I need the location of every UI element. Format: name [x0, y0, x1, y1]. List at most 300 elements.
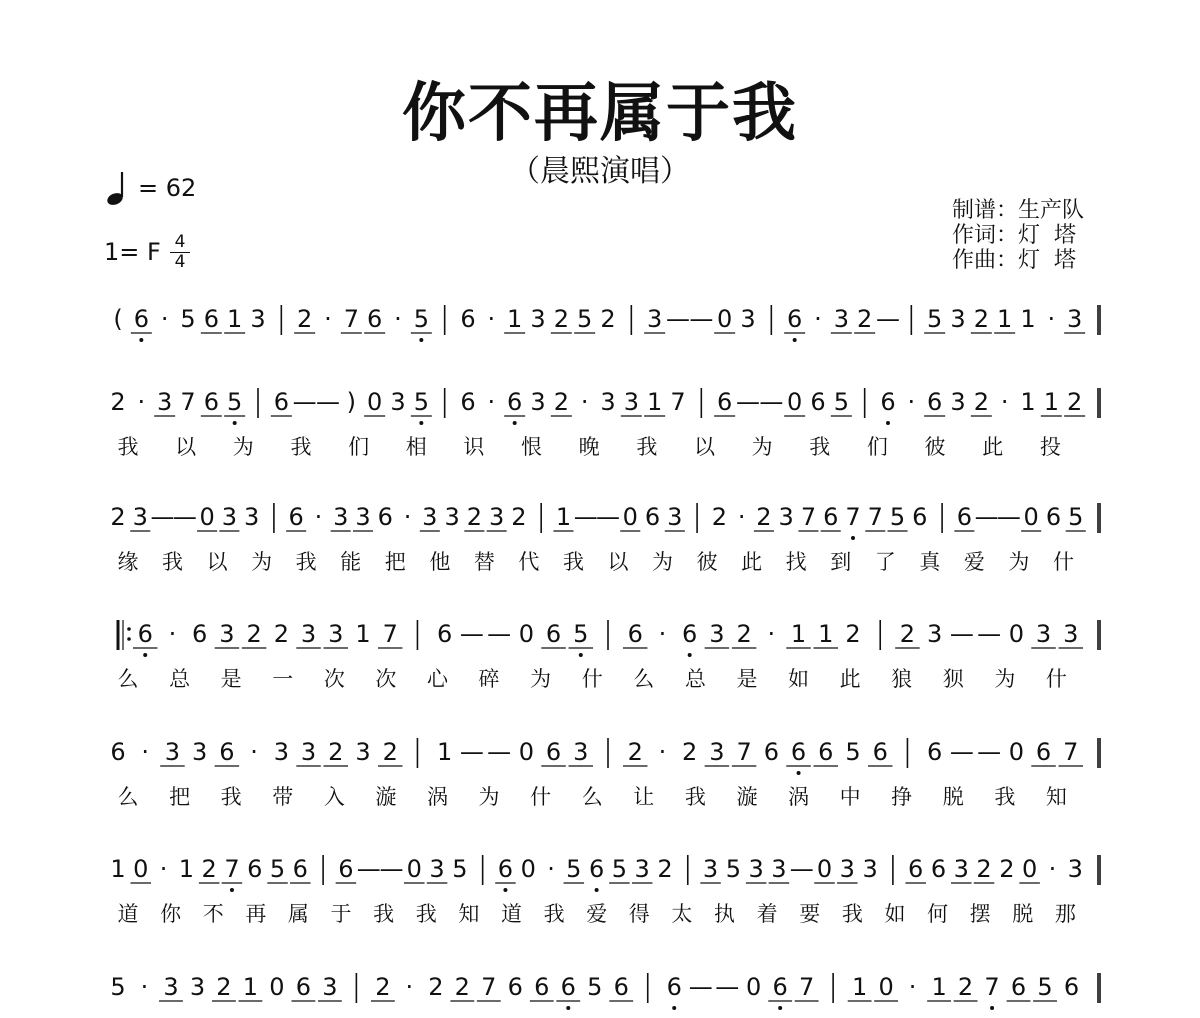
note-digit: 0: [787, 388, 803, 416]
lyric-char: 那: [1054, 902, 1076, 926]
note-digit: 1: [227, 305, 243, 333]
duration-dash: —: [977, 620, 1002, 648]
note-digit: 3: [157, 388, 173, 416]
lyric-char: 得: [628, 902, 650, 926]
duration-dash: —: [487, 738, 512, 766]
note-digit: 3: [623, 388, 639, 416]
augmentation-dot: ·: [814, 305, 822, 333]
lyric-char: 我: [809, 435, 831, 459]
note-digit: 3: [192, 738, 208, 766]
note-digit: 3: [488, 503, 505, 531]
augmentation-dot: ·: [487, 388, 496, 416]
note-digit: 2: [999, 855, 1015, 883]
augmentation-dot: ·: [168, 620, 177, 648]
note-digit: 3: [833, 305, 849, 333]
augmentation-dot: ·: [137, 388, 146, 416]
note-digit: 2: [328, 738, 344, 766]
lyric-char: 什: [1052, 550, 1074, 574]
duration-dash: —: [573, 503, 598, 531]
note-digit: 0: [746, 973, 762, 1001]
note-digit: 3: [333, 503, 349, 531]
lyric-char: 如: [788, 667, 810, 691]
note-digit: 2: [110, 388, 126, 416]
note-digit: 7: [343, 305, 359, 333]
lyric-char: 再: [245, 902, 267, 926]
note-digit: 6: [367, 305, 383, 333]
lyric-char: 相: [405, 435, 427, 459]
lyric-char: 缘: [117, 550, 139, 574]
lyric-char: 以: [607, 550, 629, 574]
lyric-char: 我: [994, 785, 1016, 809]
note-digit: 5: [1037, 973, 1053, 1001]
note-digit: 2: [682, 738, 698, 766]
lyric-char: 心: [426, 667, 448, 691]
augmentation-dot: ·: [737, 503, 746, 531]
lyric-char: 脱: [1012, 902, 1034, 926]
note-digit: 7: [736, 738, 752, 766]
lyric-char: 是: [736, 667, 758, 691]
duration-dash: —: [292, 388, 317, 416]
note-digit: 7: [1063, 738, 1079, 766]
note-digit: 6: [930, 855, 947, 883]
lyric-char: 我: [841, 902, 863, 926]
note-digit: 5: [927, 305, 943, 333]
note-digit: 3: [862, 855, 878, 883]
note-digit: 3: [444, 503, 460, 531]
lyric-char: 爱: [963, 550, 985, 574]
duration-dash: —: [977, 738, 1002, 766]
note-digit: 3: [778, 503, 794, 531]
note-digit: 1: [1020, 305, 1036, 333]
performer-subtitle: （晨熙演唱）: [510, 154, 690, 189]
lyric-char: 狼: [891, 667, 913, 691]
note-digit: 2: [428, 973, 444, 1001]
note-digit: 3: [219, 620, 235, 648]
note-digit: 3: [355, 503, 371, 531]
low-octave-dot: [595, 888, 599, 892]
lyric-char: 替: [473, 550, 495, 574]
note-digit: 2: [466, 503, 483, 531]
lyric-char: 什: [581, 667, 603, 691]
note-digit: 3: [702, 855, 719, 883]
note-digit: 5: [833, 388, 849, 416]
lyric-char: 以: [206, 550, 228, 574]
duration-dash: —: [876, 305, 900, 333]
note-digit: 6: [133, 305, 149, 333]
note-digit: 1: [931, 973, 947, 1001]
lyric-char: 涡: [788, 785, 810, 809]
duration-dash: —: [715, 973, 740, 1001]
note-digit: 1: [555, 503, 572, 531]
lyric-char: 了: [874, 550, 896, 574]
lyric-char: 漩: [736, 785, 758, 809]
lyric-char: 识: [463, 435, 485, 459]
note-digit: 0: [518, 738, 534, 766]
lyric-char: 总: [169, 667, 191, 691]
note-digit: 2: [553, 305, 569, 333]
note-digit: 6: [613, 973, 629, 1001]
note-digit: 6: [545, 738, 562, 766]
note-digit: 5: [413, 388, 429, 416]
credit-label: 作词：: [952, 223, 1019, 248]
lyric-char: 带: [272, 785, 294, 809]
note-digit: 5: [611, 855, 628, 883]
low-octave-dot: [793, 338, 797, 342]
lyric-char: 把: [384, 550, 406, 574]
lyric-char: 我: [684, 785, 706, 809]
note-digit: 3: [300, 620, 317, 648]
augmentation-dot: ·: [580, 388, 589, 416]
note-digit: 0: [269, 973, 285, 1001]
note-digit: 1: [178, 855, 195, 883]
lyric-char: 为: [530, 667, 552, 691]
lyric-char: 道: [117, 902, 139, 926]
lyric-char: 什: [1045, 667, 1067, 691]
augmentation-dot: ·: [547, 855, 555, 883]
note-digit: 3: [667, 503, 683, 531]
note-digit: 3: [1067, 855, 1083, 883]
note-digit: 3: [328, 620, 344, 648]
lyric-char: 我: [636, 435, 658, 459]
note-digit: 6: [507, 973, 523, 1001]
augmentation-dot: ·: [1048, 855, 1057, 883]
low-octave-dot: [143, 653, 147, 657]
note-digit: 2: [454, 973, 470, 1001]
note-digit: 6: [682, 620, 698, 648]
note-digit: 3: [1063, 620, 1079, 648]
lyric-char: 以: [693, 435, 715, 459]
augmentation-dot: ·: [394, 305, 402, 333]
lyric-char: 我: [415, 902, 437, 926]
lyric-char: 中: [839, 785, 861, 809]
lyric-char: 么: [117, 667, 139, 691]
note-digit: 6: [338, 855, 354, 883]
note-digit: 2: [216, 973, 232, 1001]
credit-value: 灯 塔: [1018, 248, 1077, 273]
note-digit: 7: [481, 973, 497, 1001]
duration-dash: —: [459, 620, 484, 648]
low-octave-dot: [851, 536, 855, 540]
note-digit: 1: [1043, 388, 1059, 416]
augmentation-dot: ·: [405, 973, 414, 1001]
note-digit: 6: [295, 973, 312, 1001]
note-digit: 6: [273, 388, 289, 416]
lyric-char: 为: [232, 435, 254, 459]
note-digit: 7: [224, 855, 240, 883]
note-digit: 3: [927, 620, 943, 648]
lyric-char: 为: [994, 667, 1016, 691]
note-digit: 6: [137, 620, 153, 648]
duration-dash: —: [789, 855, 814, 883]
lyric-char: 为: [1008, 550, 1030, 574]
duration-dash: —: [487, 620, 512, 648]
note-digit: 2: [382, 738, 398, 766]
lyric-char: 彼: [924, 435, 946, 459]
note-digit: 6: [872, 738, 888, 766]
lyric-char: 我: [295, 550, 317, 574]
note-digit: 6: [588, 855, 605, 883]
note-digit: 3: [164, 738, 181, 766]
augmentation-dot: ·: [324, 305, 332, 333]
augmentation-dot: ·: [658, 738, 667, 766]
note-digit: 3: [530, 388, 546, 416]
note-digit: 1: [507, 305, 523, 333]
lyric-char: 么: [633, 667, 655, 691]
lyric-char: 我: [220, 785, 242, 809]
note-digit: 2: [273, 620, 289, 648]
note-digit: 0: [816, 855, 833, 883]
time-signature-bottom: 4: [174, 252, 186, 272]
note-digit: 0: [622, 503, 638, 531]
note-digit: 3: [647, 305, 663, 333]
credit-label: 作曲：: [952, 248, 1019, 273]
note-digit: 6: [460, 388, 476, 416]
note-digit: 3: [771, 855, 787, 883]
augmentation-dot: ·: [907, 388, 916, 416]
lyric-char: 们: [348, 435, 370, 459]
note-digit: 3: [634, 855, 650, 883]
lyric-char: 如: [884, 902, 906, 926]
note-digit: 0: [367, 388, 383, 416]
note-digit: 3: [250, 305, 266, 333]
note-digit: 6: [823, 503, 839, 531]
duration-dash: —: [356, 855, 381, 883]
note-digit: 6: [507, 388, 523, 416]
note-digit: 1: [1020, 388, 1036, 416]
credit-value: 生产队: [1018, 198, 1085, 223]
lyric-char: 摆: [969, 902, 991, 926]
lyric-char: 此: [741, 550, 763, 574]
augmentation-dot: ·: [1000, 388, 1009, 416]
note-digit: 5: [1068, 503, 1084, 531]
note-digit: 1: [818, 620, 834, 648]
note-digit: 3: [530, 305, 546, 333]
lyric-char: 为: [751, 435, 773, 459]
lyric-char: 为: [478, 785, 500, 809]
note-digit: 3: [355, 738, 371, 766]
lyric-char: 投: [1039, 435, 1061, 459]
note-digit: 2: [553, 388, 569, 416]
key-signature: 1= F: [104, 238, 161, 266]
lyric-char: 彼: [696, 550, 718, 574]
note-digit: 5: [577, 305, 593, 333]
note-digit: 6: [203, 305, 219, 333]
credit-label: 制谱：: [952, 198, 1019, 223]
lyric-char: 太: [671, 902, 693, 926]
duration-dash: —: [459, 738, 484, 766]
duration-dash: —: [949, 738, 974, 766]
note-digit: 6: [810, 388, 826, 416]
note-digit: 1: [110, 855, 126, 883]
note-digit: 2: [297, 305, 313, 333]
augmentation-dot: ·: [658, 620, 667, 648]
lyric-char: 们: [866, 435, 888, 459]
duration-dash: —: [949, 620, 974, 648]
note-digit: 3: [1035, 620, 1052, 648]
note-digit: 3: [243, 503, 260, 531]
augmentation-dot: ·: [1047, 305, 1056, 333]
note-digit: 5: [889, 503, 906, 531]
lyric-char: 恨: [521, 435, 543, 459]
lyric-char: 我: [290, 435, 312, 459]
note-digit: 6: [818, 738, 834, 766]
note-digit: 2: [201, 855, 217, 883]
note-digit: 2: [736, 620, 752, 648]
note-digit: 2: [600, 305, 616, 333]
duration-dash: —: [689, 305, 714, 333]
note-digit: 0: [1021, 855, 1038, 883]
lyric-char: 以: [175, 435, 197, 459]
notation-symbol: ): [346, 388, 357, 416]
augmentation-dot: ·: [767, 620, 776, 648]
note-digit: 3: [221, 503, 238, 531]
note-digit: 3: [189, 973, 206, 1001]
augmentation-dot: ·: [487, 305, 496, 333]
note-digit: 5: [725, 855, 741, 883]
low-octave-dot: [579, 653, 583, 657]
duration-dash: —: [172, 503, 197, 531]
note-digit: 3: [950, 388, 966, 416]
lyric-char: 真: [919, 550, 941, 574]
note-digit: 6: [437, 620, 453, 648]
low-octave-dot: [139, 338, 143, 342]
note-digit: 2: [246, 620, 262, 648]
note-digit: 1: [997, 305, 1013, 333]
lyric-char: 知: [1045, 785, 1067, 809]
lyric-char: 此: [839, 667, 861, 691]
note-digit: 3: [429, 855, 445, 883]
lyric-char: 爱: [586, 902, 608, 926]
note-digit: 3: [390, 388, 406, 416]
note-digit: 2: [973, 305, 989, 333]
note-digit: 6: [787, 305, 803, 333]
note-digit: 0: [878, 973, 894, 1001]
note-digit: 1: [437, 738, 453, 766]
note-digit: 6: [927, 738, 943, 766]
note-digit: 6: [627, 620, 643, 648]
lyric-char: 到: [830, 550, 852, 574]
note-digit: 2: [857, 305, 873, 333]
note-digit: 6: [644, 503, 661, 531]
note-digit: 5: [413, 305, 429, 333]
note-digit: 5: [452, 855, 468, 883]
note-digit: 2: [627, 738, 643, 766]
low-octave-dot: [419, 421, 423, 425]
augmentation-dot: ·: [160, 305, 169, 333]
note-digit: 6: [912, 503, 928, 531]
lyric-char: 不: [202, 902, 224, 926]
note-digit: 0: [717, 305, 733, 333]
note-digit: 6: [763, 738, 779, 766]
note-digit: 6: [203, 388, 219, 416]
notation-symbol: (: [113, 305, 123, 333]
lyric-char: 代: [518, 550, 540, 574]
note-digit: 7: [382, 620, 398, 648]
note-digit: 2: [375, 973, 391, 1001]
lyric-char: 于: [330, 902, 352, 926]
note-digit: 3: [740, 305, 756, 333]
note-digit: 3: [132, 503, 148, 531]
note-digit: 0: [133, 855, 149, 883]
note-digit: 6: [247, 855, 263, 883]
augmentation-dot: ·: [403, 503, 412, 531]
note-digit: 6: [377, 503, 393, 531]
note-digit: 6: [192, 620, 208, 648]
note-digit: 6: [534, 973, 550, 1001]
note-digit: 6: [219, 738, 235, 766]
lyric-char: 我: [373, 902, 395, 926]
duration-dash: —: [379, 855, 404, 883]
lyric-char: 让: [633, 785, 655, 809]
duration-dash: —: [316, 388, 340, 416]
note-digit: 3: [950, 305, 966, 333]
duration-dash: —: [596, 503, 620, 531]
repeat-dot: [127, 627, 131, 631]
lyric-char: 我: [562, 550, 584, 574]
low-octave-dot: [419, 338, 423, 342]
note-digit: 2: [899, 620, 916, 648]
note-digit: 3: [322, 973, 338, 1001]
note-digit: 3: [709, 738, 725, 766]
lyric-char: 道: [500, 902, 522, 926]
lyric-char: 此: [982, 435, 1004, 459]
note-digit: 2: [657, 855, 673, 883]
note-digit: 1: [851, 973, 868, 1001]
note-digit: 6: [1045, 503, 1062, 531]
note-digit: 0: [1008, 738, 1024, 766]
lyric-char: 能: [340, 550, 362, 574]
low-octave-dot: [672, 1006, 676, 1010]
note-digit: 1: [355, 620, 371, 648]
note-digit: 5: [269, 855, 286, 883]
note-digit: 3: [709, 620, 725, 648]
low-octave-dot: [990, 1006, 994, 1010]
lyric-char: 我: [162, 550, 184, 574]
note-digit: 7: [799, 973, 815, 1001]
lyric-char: 我: [543, 902, 565, 926]
note-digit: 3: [300, 738, 317, 766]
augmentation-dot: ·: [314, 503, 323, 531]
lyric-char: 什: [530, 785, 552, 809]
note-digit: 3: [953, 855, 969, 883]
note-digit: 7: [800, 503, 817, 531]
note-digit: 0: [406, 855, 422, 883]
tempo-value: = 62: [138, 174, 197, 202]
low-octave-dot: [566, 1006, 570, 1010]
note-digit: 2: [756, 503, 772, 531]
note-digit: 5: [845, 738, 861, 766]
lyric-char: 是: [220, 667, 242, 691]
note-digit: 2: [845, 620, 861, 648]
lyric-char: 碎: [478, 667, 500, 691]
note-digit: 1: [790, 620, 807, 648]
note-digit: 6: [927, 388, 943, 416]
note-digit: 7: [867, 503, 883, 531]
note-digit: 0: [199, 503, 215, 531]
note-digit: 3: [839, 855, 855, 883]
lyric-char: 总: [684, 667, 706, 691]
lyric-char: 知: [458, 902, 480, 926]
low-octave-dot: [688, 653, 692, 657]
note-digit: 5: [227, 388, 243, 416]
note-digit: 2: [973, 388, 989, 416]
song-title: 你不再属于我: [402, 77, 798, 151]
note-digit: 6: [790, 738, 807, 766]
note-digit: 7: [670, 388, 686, 416]
note-digit: 3: [573, 738, 589, 766]
augmentation-dot: ·: [159, 855, 168, 883]
low-octave-dot: [503, 888, 507, 892]
